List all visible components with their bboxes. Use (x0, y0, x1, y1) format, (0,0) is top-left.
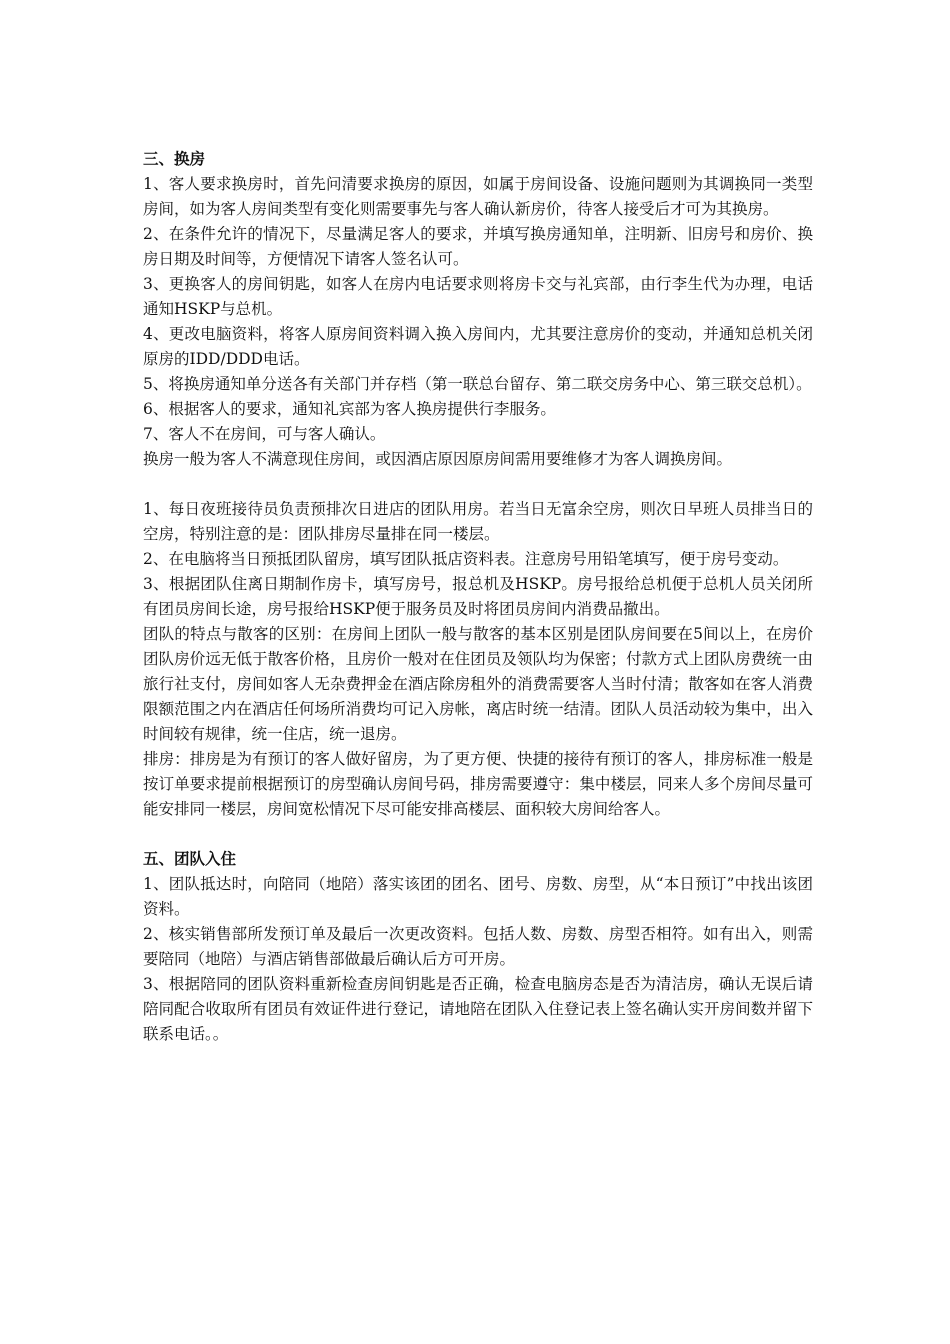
section-3-heading: 三、换房 (143, 150, 206, 168)
section-3-para-2: 2、在条件允许的情况下，尽量满足客人的要求，并填写换房通知单，注明新、旧房号和房价、换房日期及时间等，方便情况下请客人签名认可。 (143, 225, 813, 268)
section-gap (143, 822, 813, 847)
section-4-para-2: 2、在电脑将当日预抵团队留房，填写团队抵店资料表。注意房号用铅笔填写，便于房号变动。 (143, 550, 789, 568)
section-3-para-7: 7、客人不在房间，可与客人确认。 (143, 425, 386, 443)
section-3-para-1: 1、客人要求换房时，首先问清要求换房的原因，如属于房间设备、设施问题则为其调换同一类型房间，如为客人房间类型有变化则需要事先与客人确认新房价，待客人接受后才可为其换房。 (143, 175, 813, 218)
section-4-para-4: 团队的特点与散客的区别：在房间上团队一般与散客的基本区别是团队房间要在5间以上，在房价团队房价远无低于散客价格，且房价一般对在住团员及领队均为保密；付款方式上团队房费统一由旅行社支付，房间如客人无杂费押金在酒店除房租外的消费需要客人当时付清；散客如在客人消费限额范围之内在酒店任何场所消费均可记入房帐，离店时统一结清。团队人员活动较为集中，出入时间较有规律，统一住店，统一退房。 (143, 625, 813, 743)
section-3-para-3: 3、更换客人的房间钥匙，如客人在房内电话要求则将房卡交与礼宾部，由行李生代为办理，电话通知HSKP与总机。 (143, 275, 813, 318)
section-5-para-2: 2、核实销售部所发预订单及最后一次更改资料。包括人数、房数、房型否相符。如有出入，则需要陪同（地陪）与酒店销售部做最后确认后方可开房。 (143, 925, 813, 968)
section-3-para-8: 换房一般为客人不满意现住房间，或因酒店原因原房间需用要维修才为客人调换房间。 (143, 450, 733, 468)
section-4-para-5: 排房：排房是为有预订的客人做好留房，为了更方便、快捷的接待有预订的客人，排房标准一般是按订单要求提前根据预订的房型确认房间号码，排房需要遵守：集中楼层，同来人多个房间尽量可能安排同一楼层，房间宽松情况下尽可能安排高楼层、面积较大房间给客人。 (143, 750, 813, 818)
section-5-para-3: 3、根据陪同的团队资料重新检查房间钥匙是否正确，检查电脑房态是否为清洁房，确认无误后请陪同配合收取所有团员有效证件进行登记，请地陪在团队入住登记表上签名确认实开房间数并留下联系电话。。 (143, 975, 813, 1043)
section-3-para-6: 6、根据客人的要求，通知礼宾部为客人换房提供行李服务。 (143, 400, 556, 418)
document-page (143, 147, 813, 1047)
section-4-para-3: 3、根据团队住离日期制作房卡，填写房号，报总机及HSKP。房号报给总机便于总机人员关闭所有团员房间长途，房号报给HSKP便于服务员及时将团员房间内消费品撤出。 (143, 575, 813, 618)
section-gap (143, 472, 813, 497)
section-5-heading: 五、团队入住 (143, 850, 237, 868)
section-4-para-1: 1、每日夜班接待员负责预排次日进店的团队用房。若当日无富余空房，则次日早班人员排当日的空房，特别注意的是：团队排房尽量排在同一楼层。 (143, 500, 813, 543)
section-5-para-1: 1、团队抵达时，向陪同（地陪）落实该团的团名、团号、房数、房型，从“本日预订”中找出该团资料。 (143, 875, 813, 918)
section-3-para-5: 5、将换房通知单分送各有关部门并存档（第一联总台留存、第二联交房务中心、第三联交总机）。 (143, 375, 812, 393)
section-3-para-4: 4、更改电脑资料，将客人原房间资料调入换入房间内，尤其要注意房价的变动，并通知总机关闭原房的IDD/DDD电话。 (143, 325, 813, 368)
